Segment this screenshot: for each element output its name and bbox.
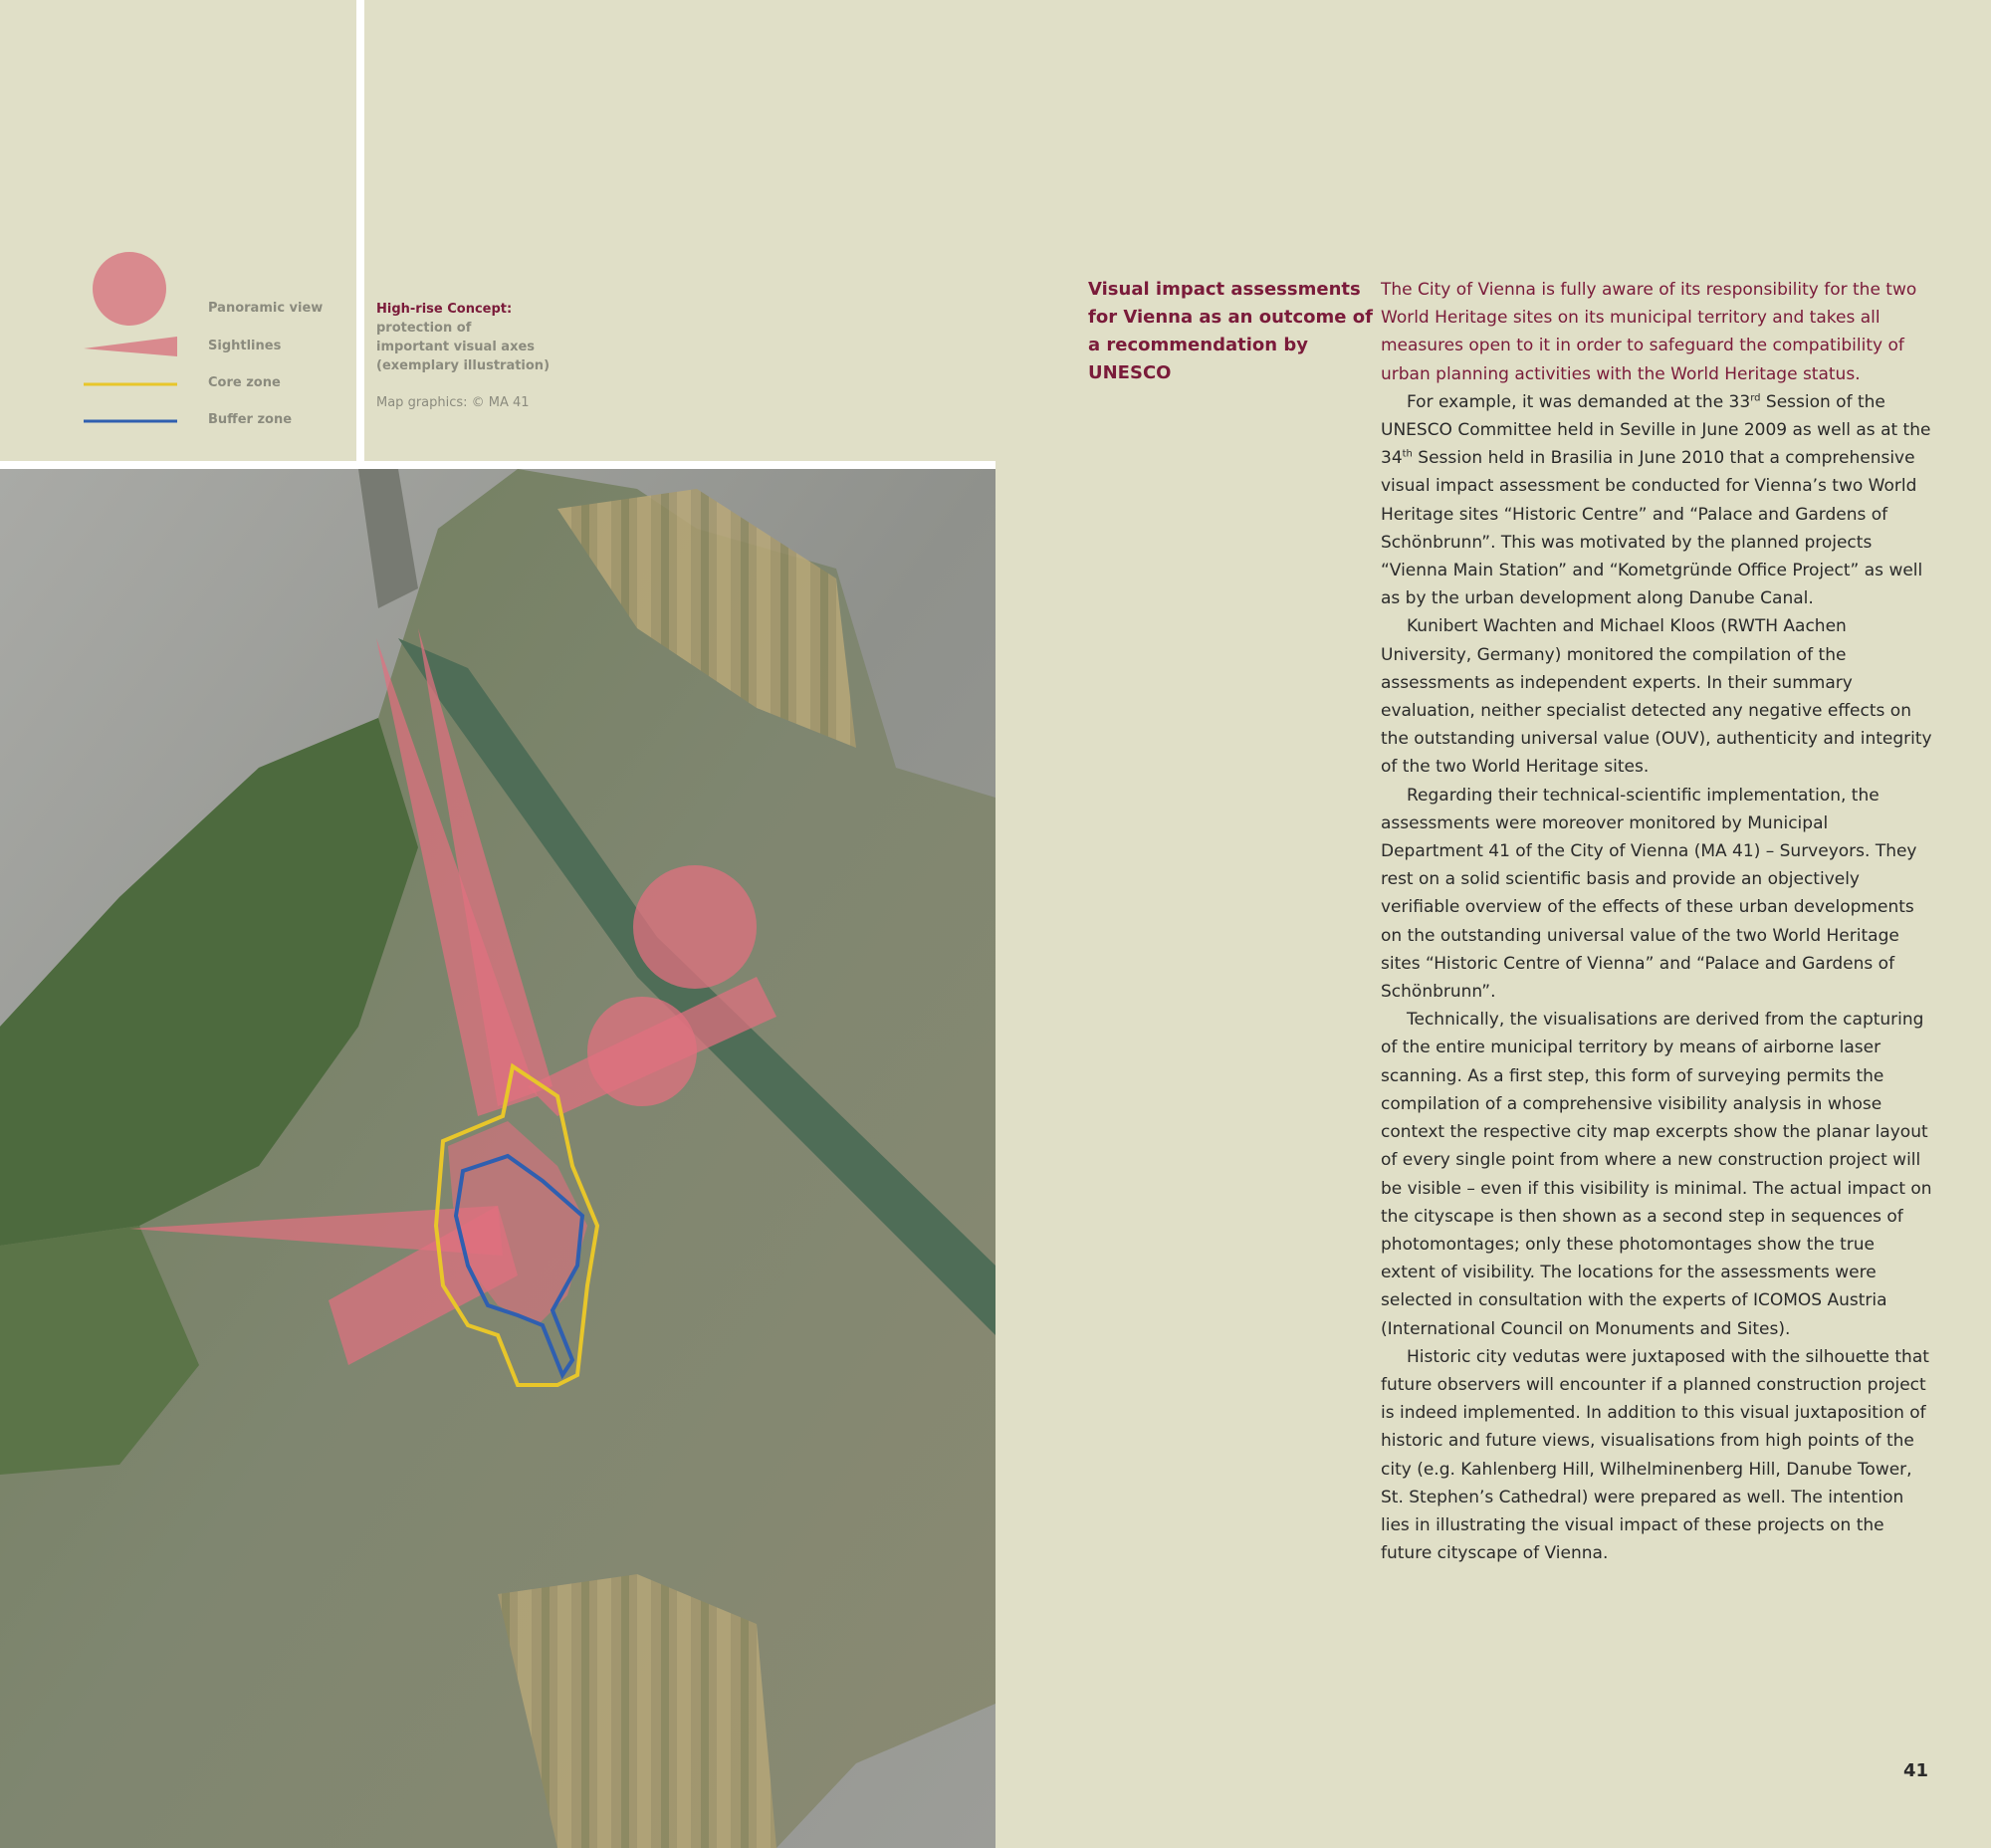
buffer-zone-line-icon (84, 417, 179, 425)
sightline-icon (84, 335, 179, 358)
aerial-map-vienna (0, 469, 996, 1848)
article-paragraph: Kunibert Wachten and Michael Kloos (RWTH Aachen University, Germany) monitored the compilation of the assessments as independent experts. In their summary evaluation, neither specialist detected any negative effects on the outstanding universal value (OUV), authenticity and integrity of the two World Heritage sites. (1381, 616, 1932, 778)
article-body (1381, 276, 1934, 1567)
core-zone-line-icon (84, 380, 179, 388)
page-number: 41 (1903, 1760, 1929, 1781)
map-caption (376, 300, 615, 412)
caption-title: High-rise Concept: (376, 302, 513, 317)
map-legend (0, 0, 356, 461)
caption-line: important visual axes (376, 340, 536, 354)
vertical-divider (356, 0, 364, 468)
article-paragraph: Technically, the visualisations are derived from the capturing of the entire municipal territory by means of airborne laser scanning. As a first step, this form of surveying permits the compilation of a comprehensive visibility analysis in whose context the respective city map excerpts show the planar layout of every single point from where a new construction project will be visible – even if this visibility is minimal. The actual impact on the cityscape is then shown as a second step in sequences of photomontages; only these photomontages show the true extent of visibility. The locations for the assessments were selected in consultation with the experts of ICOMOS Austria (International Council on Monuments and Sites). (1381, 1010, 1932, 1339)
article-lead: The City of Vienna is fully aware of its responsibility for the two World Heritage sites on its municipal territory and takes all measures open to it in order to safeguard the compatibility of urban planning activities with the World Heritage status. (1381, 280, 1917, 384)
legend-label-buffer-zone: Buffer zone (208, 412, 293, 427)
article-side-heading: Visual impact assessments for Vienna as an outcome of a recommendation by UNESCO (1088, 279, 1373, 383)
legend-label-core-zone: Core zone (208, 375, 281, 390)
horizontal-divider (0, 461, 996, 469)
article-paragraph: For example, it was demanded at the 33rd Session of the UNESCO Committee held in Seville in June 2009 as well as at the 34th Session held in Brasilia in June 2010 that a comprehensive visual impact assessment be conducted for Vienna’s two World Heritage sites “Historic Centre” and “Palace and Gardens of Schönbrunn”. This was motivated by the planned projects “Vienna Main Station” and “Kometgründe Office Project” as well as by the urban development along Danube Canal. (1381, 391, 1931, 609)
panoramic-view-icon (90, 251, 169, 331)
article-paragraph: Regarding their technical-scientific implementation, the assessments were moreover monitored by Municipal Department 41 of the City of Vienna (MA 41) – Surveyors. They rest on a solid scientific basis and provide an objectively verifiable overview of the effects of these urban developments on the outstanding universal value of the two World Heritage sites “Historic Centre of Vienna” and “Palace and Gardens of Schönbrunn”. (1381, 785, 1917, 1003)
legend-label-sightlines: Sightlines (208, 339, 282, 353)
legend-label-panoramic: Panoramic view (208, 301, 324, 316)
article-paragraph: Historic city vedutas were juxtaposed with the silhouette that future observers will encounter if a planned construction project is indeed implemented. In addition to this visual juxtaposition of historic and future views, visualisations from high points of the city (e.g. Kahlenberg Hill, Wilhelminenberg Hill, Danube Tower, St. Stephen’s Cathedral) were prepared as well. The intention lies in illustrating the visual impact of these projects on the future cityscape of Vienna. (1381, 1346, 1929, 1564)
caption-line: (exemplary illustration) (376, 358, 551, 373)
caption-line: protection of (376, 321, 472, 336)
caption-credit: Map graphics: © MA 41 (376, 395, 530, 410)
